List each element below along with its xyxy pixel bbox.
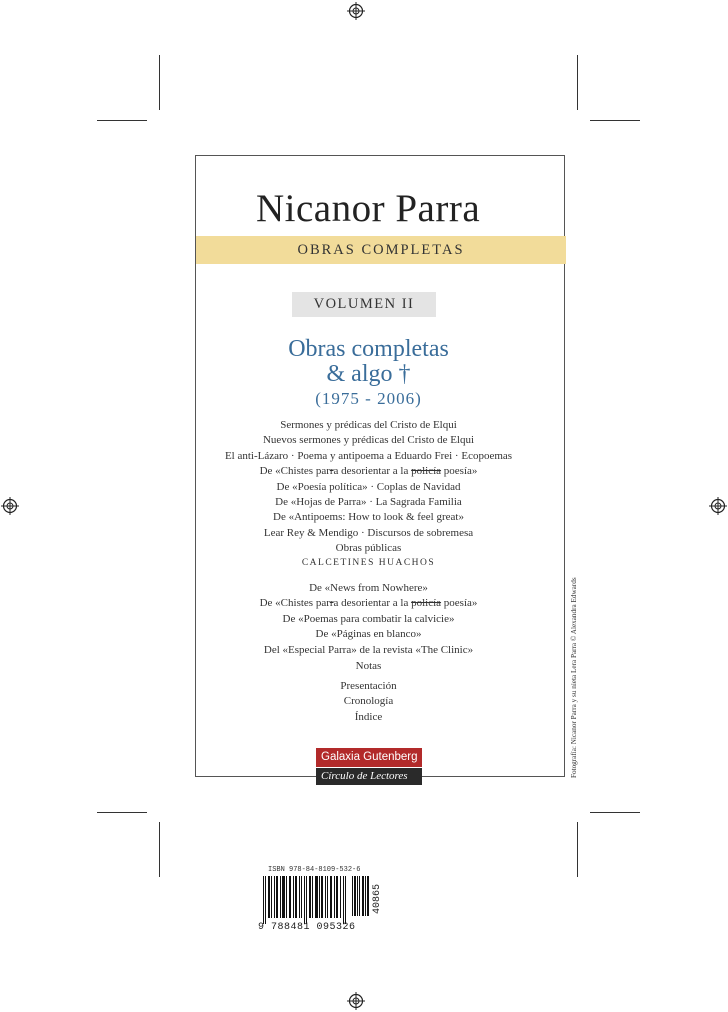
- contents-item: De «News from Nowhere»: [309, 582, 428, 594]
- registration-mark-icon: [347, 2, 365, 20]
- crop-mark: [577, 55, 578, 110]
- book-cover: [195, 155, 565, 782]
- photo-credit: Fotografía: Nicanor Parra y su nieta Lera Parra © Alexandra Edwards: [570, 577, 578, 778]
- addon-digits: 40865: [372, 883, 383, 914]
- contents-item: Del «Especial Parra» de la revista «The Clinic»: [263, 643, 474, 656]
- section-heading: CALCETINES HUACHOS: [301, 558, 436, 568]
- contents-item: El anti-Lázaro · Poema y antipoema a Eduardo Frei · Ecopoemas: [224, 449, 513, 462]
- collection-band: [196, 236, 566, 264]
- addon-barcode: [352, 876, 370, 916]
- barcode-digits: 9 788481 095326: [258, 922, 356, 933]
- contents-item: Nuevos sermones y prédicas del Cristo de Elqui: [262, 434, 475, 447]
- contents-list-2: [196, 581, 541, 658]
- contents-item: De «Hojas de Parra» · La Sagrada Familia: [275, 496, 462, 509]
- barcode: [263, 876, 349, 924]
- volume-label: VOLUMEN II: [292, 292, 436, 317]
- contents-item: Sermones y prédicas del Cristo de Elqui: [280, 419, 457, 431]
- crop-mark: [590, 120, 640, 121]
- appendix-item: Cronología: [343, 695, 394, 708]
- contents-item: Obras públicas: [335, 542, 402, 555]
- appendix-item: Índice: [354, 710, 383, 723]
- publisher-name: Galaxia Gutenberg: [316, 748, 422, 767]
- contents-list: [196, 418, 541, 557]
- contents-item: De «Chistes parra desorientar a la policía poesía»: [259, 465, 478, 478]
- contents-item: De «Chistes parra desorientar a la policía poesía»: [259, 597, 478, 610]
- book-title-line2: & algo †: [326, 361, 411, 387]
- crop-mark: [97, 120, 147, 121]
- contents-item: Lear Rey & Mendigo · Discursos de sobremesa: [263, 526, 474, 539]
- copublisher-name: Círculo de Lectores: [316, 768, 422, 785]
- publisher-logo: [316, 748, 422, 785]
- registration-mark-icon: [1, 497, 19, 515]
- isbn-text: ISBN 978-84-8109-532-6: [268, 866, 361, 874]
- registration-mark-icon: [347, 992, 365, 1010]
- registration-mark-icon: [709, 497, 727, 515]
- crop-mark: [159, 822, 160, 877]
- contents-item: De «Poemas para combatir la calvicie»: [282, 612, 455, 625]
- book-title-line1: Obras completas: [288, 336, 449, 362]
- appendix-list: [196, 679, 541, 725]
- author-name: Nicanor Parra: [256, 187, 481, 230]
- contents-item: De «Poesía política» · Coplas de Navidad: [276, 480, 461, 493]
- contents-item: De «Páginas en blanco»: [315, 628, 422, 641]
- appendix-item: Presentación: [340, 680, 397, 692]
- book-years: (1975 - 2006): [315, 389, 422, 408]
- crop-mark: [159, 55, 160, 110]
- contents-item: De «Antipoems: How to look & feel great»: [273, 511, 464, 524]
- crop-mark: [590, 812, 640, 813]
- collection-title: OBRAS COMPLETAS: [297, 241, 465, 258]
- notes-label: Notas: [355, 660, 382, 672]
- crop-mark: [97, 812, 147, 813]
- crop-mark: [577, 822, 578, 877]
